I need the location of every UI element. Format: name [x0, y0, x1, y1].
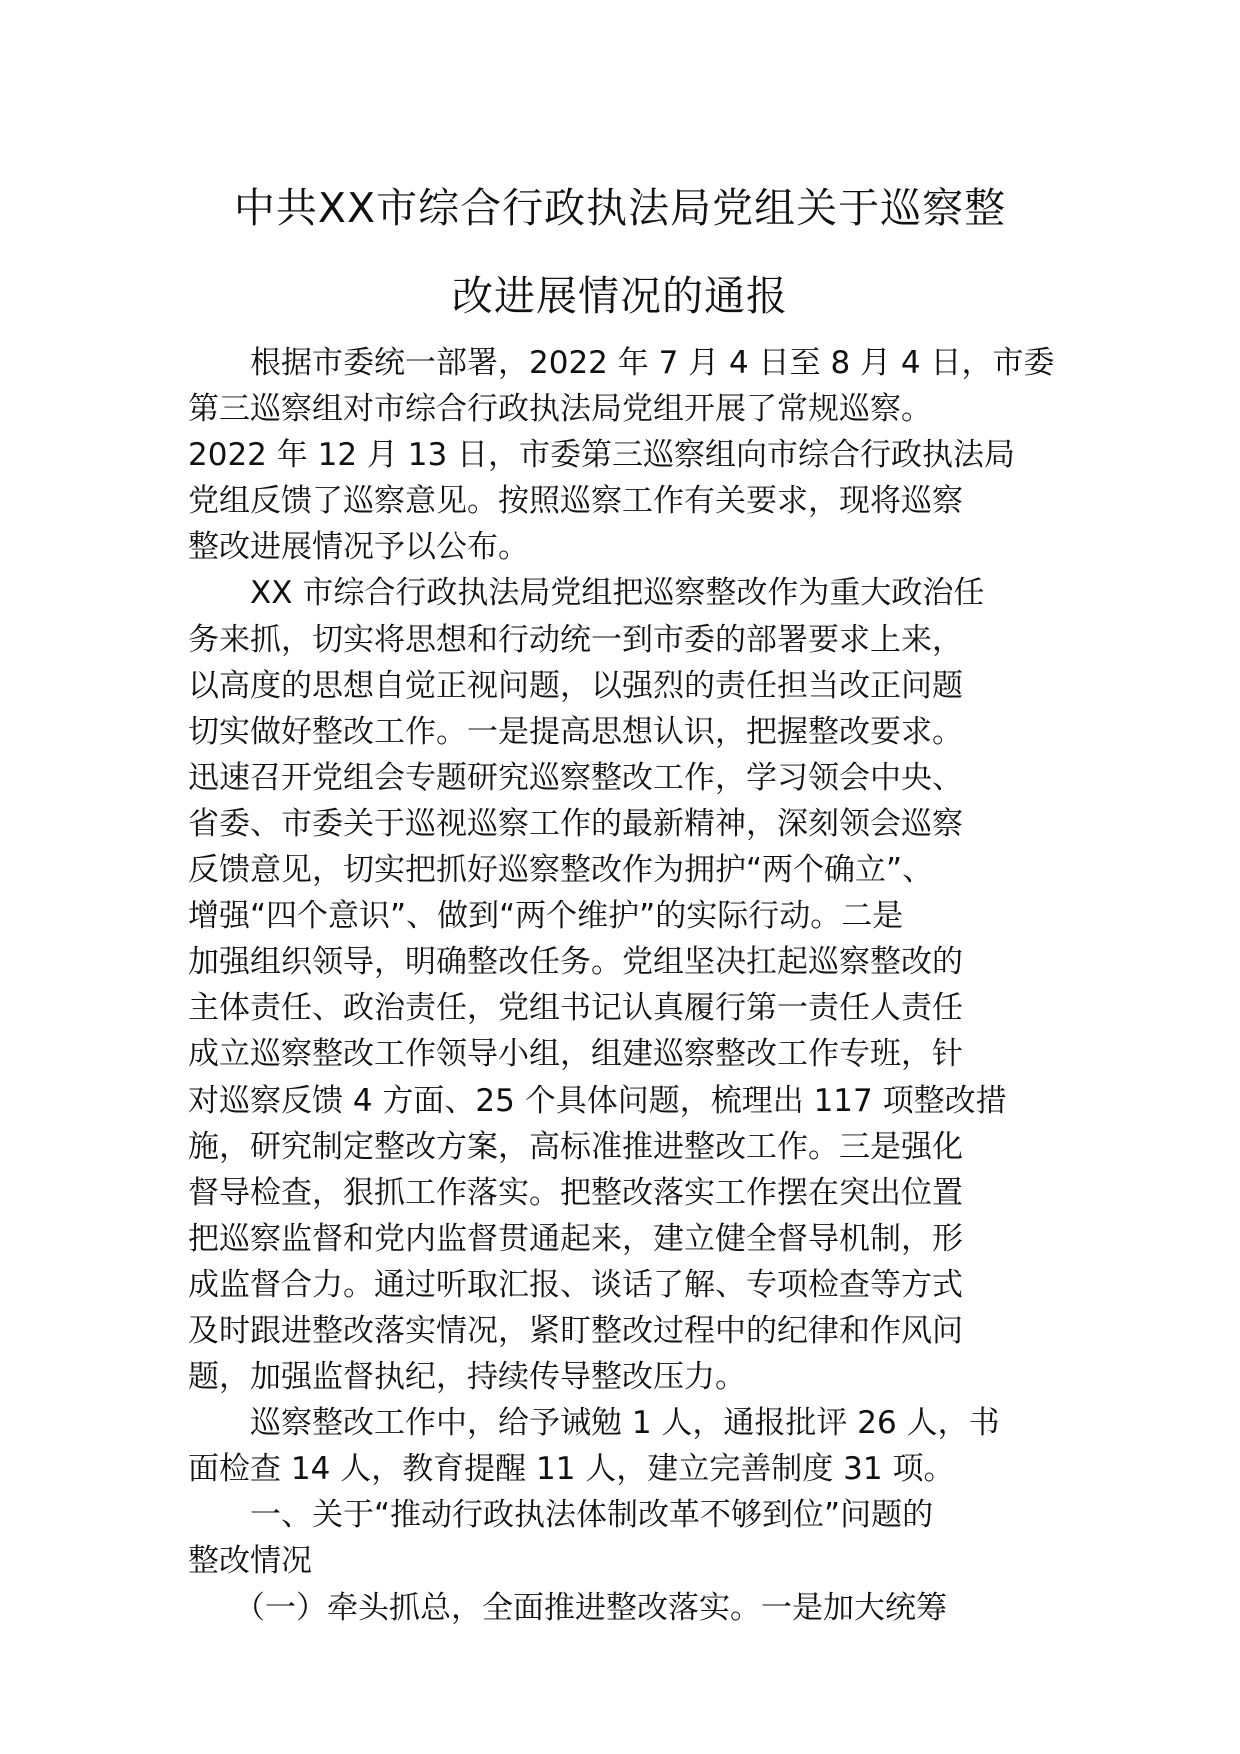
text-line: 务来抓，切实将思想和行动统一到市委的部署要求上来， [188, 621, 963, 658]
text-line: 2022 年 12 月 13 日，市委第三巡察组向市综合行政执法局 [188, 437, 1016, 474]
document-body [188, 340, 1054, 1631]
text-line: 整改情况 [188, 1543, 312, 1580]
title-line-2: 改进展情况的通报 [452, 272, 788, 320]
subsection-paragraph [188, 1585, 1054, 1631]
paragraph-intro [188, 340, 1054, 570]
text-line: 党组反馈了巡察意见。按照巡察工作有关要求，现将巡察 [188, 483, 963, 520]
text-line: 对巡察反馈 4 方面、25 个具体问题，梳理出 117 项整改措 [188, 1082, 1007, 1119]
text-line: 加强组织领导，明确整改任务。党组坚决扛起巡察整改的 [188, 944, 963, 981]
title-line-1: 中共XX市综合行政执法局党组关于巡察整 [233, 184, 1007, 232]
text-line: 以高度的思想自觉正视问题，以强烈的责任担当改正问题 [188, 667, 963, 704]
text-line: 整改进展情况予以公布。 [188, 529, 529, 566]
text-line: 省委、市委关于巡视巡察工作的最新精神，深刻领会巡察 [188, 805, 963, 842]
text-line: 第三巡察组对市综合行政执法局党组开展了常规巡察。 [188, 391, 932, 428]
text-line: 把巡察监督和党内监督贯通起来，建立健全督导机制，形 [188, 1220, 963, 1257]
text-line: 施，研究制定整改方案，高标准推进整改工作。三是强化 [188, 1128, 963, 1165]
paragraph-statistics [188, 1400, 1054, 1492]
text-line: 成立巡察整改工作领导小组，组建巡察整改工作专班，针 [188, 1036, 963, 1073]
text-line: 及时跟进整改落实情况，紧盯整改过程中的纪律和作风问 [188, 1312, 963, 1349]
section-heading [188, 1492, 1054, 1584]
text-line: 反馈意见，切实把抓好巡察整改作为拥护“两个确立”、 [188, 852, 934, 889]
text-line: 切实做好整改工作。一是提高思想认识，把握整改要求。 [188, 713, 963, 750]
document-title [150, 164, 1090, 340]
text-line: 题，加强监督执纪，持续传导整改压力。 [188, 1359, 746, 1396]
text-line: 面检查 14 人，教育提醒 11 人，建立完善制度 31 项。 [188, 1451, 955, 1488]
text-line: 主体责任、政治责任，党组书记认真履行第一责任人责任 [188, 990, 963, 1027]
text-line: 根据市委统一部署，2022 年 7 月 4 日至 8 月 4 日，市委 [250, 345, 1055, 381]
text-line: 一、关于“推动行政执法体制改革不够到位”问题的 [250, 1497, 934, 1534]
text-line: （一）牵头抓总，全面推进整改落实。一是加大统筹 [234, 1589, 947, 1626]
text-line: XX 市综合行政执法局党组把巡察整改作为重大政治任 [250, 575, 985, 612]
paragraph-overview [188, 570, 1054, 1400]
text-line: 迅速召开党组会专题研究巡察整改工作，学习领会中央、 [188, 759, 963, 796]
text-line: 巡察整改工作中，给予诫勉 1 人，通报批评 26 人，书 [250, 1405, 1000, 1442]
text-line: 成监督合力。通过听取汇报、谈话了解、专项检查等方式 [188, 1266, 963, 1303]
text-line: 增强“四个意识”、做到“两个维护”的实际行动。二是 [188, 898, 904, 935]
text-line: 督导检查，狠抓工作落实。把整改落实工作摆在突出位置 [188, 1174, 963, 1211]
